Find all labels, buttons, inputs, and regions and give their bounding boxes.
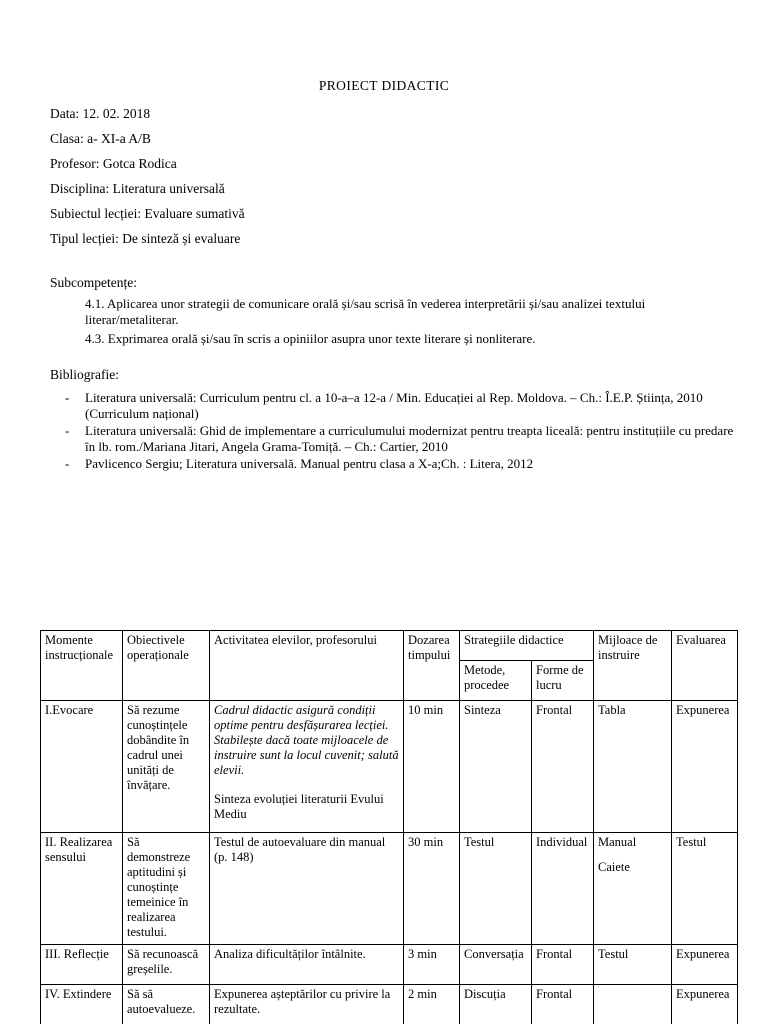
meta-line-clasa: Clasa: a- XI-a A/B xyxy=(50,131,151,146)
col-header-activitate: Activitatea elevilor, profesorului xyxy=(210,630,404,700)
bibliografie-item-text: Pavlicenco Sergiu; Literatura universală. Manual pentru clasa a X-a;Ch. : Litera, 2012 xyxy=(85,456,534,471)
bibliografie-list xyxy=(50,390,738,472)
cell-activitate-text: Sinteza evoluției literaturii Evului Mediu xyxy=(214,791,384,821)
cell-obiective: Să demonstreze aptitudini și cunoștințe temeinice în realizarea testului. xyxy=(123,832,210,944)
page-title: PROIECT DIDACTIC xyxy=(318,78,450,93)
cell-forme: Frontal xyxy=(532,700,594,832)
cell-evaluare: Expunerea xyxy=(672,984,738,1024)
list-bullet: - xyxy=(65,390,70,405)
cell-obiective: Să rezume cunoștințele dobândite în cadrul unei unități de învățare. xyxy=(123,700,210,832)
col-header-dozare: Dozarea timpului xyxy=(404,630,460,700)
cell-metode: Conversația xyxy=(460,944,532,984)
bibliografie-section xyxy=(50,367,738,472)
subcompetente-section xyxy=(50,275,738,347)
col-header-evaluare: Evaluarea xyxy=(672,630,738,700)
bibliografie-item xyxy=(65,456,738,472)
cell-obiective: Să recunoască greșelile. xyxy=(123,944,210,984)
cell-mijloace-line2: Caiete xyxy=(598,859,630,874)
col-header-metode: Metode, procedee xyxy=(460,660,532,700)
cell-mijloace: Tabla xyxy=(594,700,672,832)
lesson-plan-table xyxy=(40,630,738,1024)
cell-dozare: 2 min xyxy=(404,984,460,1024)
cell-forme: Frontal xyxy=(532,944,594,984)
meta-line-tipul: Tipul lecției: De sinteză și evaluare xyxy=(50,231,241,246)
col-header-mijloace: Mijloace de instruire xyxy=(594,630,672,700)
cell-obiective: Să să autoevalueze. xyxy=(123,984,210,1024)
cell-momente: IV. Extindere xyxy=(41,984,123,1024)
bibliografie-item-text: Literatura universală: Ghid de implementare a curriculumului modernizat pentru treapta liceală: pentru instituțiile cu predare în lb. rom./Mariana Jitari, Angela Grama-Tomiță. – Ch.: Cartier, 2010 xyxy=(85,423,734,454)
col-header-forme: Forme de lucru xyxy=(532,660,594,700)
list-bullet: - xyxy=(65,456,70,471)
subcompetente-list xyxy=(50,296,738,347)
bibliografie-heading: Bibliografie: xyxy=(50,367,119,382)
subcompetenta-item: 4.1. Aplicarea unor strategii de comunicare orală și/sau scrisă în vederea interpretării și/sau analizei textului literar/metaliterar. xyxy=(85,296,646,327)
cell-momente: II. Realizarea sensului xyxy=(41,832,123,944)
cell-momente: III. Reflecție xyxy=(41,944,123,984)
meta-line-disciplina: Disciplina: Literatura universală xyxy=(50,181,225,196)
cell-dozare: 30 min xyxy=(404,832,460,944)
cell-forme: Individual xyxy=(532,832,594,944)
meta-line-data: Data: 12. 02. 2018 xyxy=(50,106,151,121)
cell-dozare: 10 min xyxy=(404,700,460,832)
cell-metode: Testul xyxy=(460,832,532,944)
cell-activitate: Analiza dificultăților întâlnite. xyxy=(210,944,404,984)
cell-mijloace xyxy=(594,984,672,1024)
cell-evaluare: Expunerea xyxy=(672,700,738,832)
cell-evaluare: Expunerea xyxy=(672,944,738,984)
cell-momente: I.Evocare xyxy=(41,700,123,832)
col-header-obiective: Obiectivele operaționale xyxy=(123,630,210,700)
bibliografie-item xyxy=(65,423,738,454)
cell-activitate: Testul de autoevaluare din manual (p. 148) xyxy=(210,832,404,944)
cell-metode: Discuția xyxy=(460,984,532,1024)
table-row-realizarea xyxy=(41,832,738,944)
table-row-evocare xyxy=(41,700,738,832)
cell-evaluare: Testul xyxy=(672,832,738,944)
cell-mijloace-line1: Manual xyxy=(598,834,637,849)
bibliografie-item xyxy=(65,390,738,421)
cell-activitate-italic: Cadrul didactic asigură condiții optime pentru desfășurarea lecției. Stabilește dacă toate mijloacele de instruire sunt la locul cuvenit; salută elevii. xyxy=(214,702,399,777)
list-bullet: - xyxy=(65,423,70,438)
cell-activitate xyxy=(210,700,404,832)
cell-dozare: 3 min xyxy=(404,944,460,984)
bibliografie-item-text: Literatura universală: Curriculum pentru cl. a 10-a–a 12-a / Min. Educației al Rep. Moldova. – Ch.: Î.E.P. Știința, 2010 (Curriculum național) xyxy=(85,390,703,421)
cell-mijloace xyxy=(594,832,672,944)
meta-line-profesor: Profesor: Gotca Rodica xyxy=(50,156,177,171)
cell-activitate: Expunerea așteptărilor cu privire la rezultate. xyxy=(210,984,404,1024)
table-header-row xyxy=(41,630,738,660)
subcompetenta-item: 4.3. Exprimarea orală și/sau în scris a opiniilor asupra unor texte literare și nonliterare. xyxy=(85,331,536,346)
meta-line-subiectul: Subiectul lecției: Evaluare sumativă xyxy=(50,206,245,221)
cell-forme: Frontal xyxy=(532,984,594,1024)
table-row-reflectie xyxy=(41,944,738,984)
table-row-extindere xyxy=(41,984,738,1024)
col-header-momente: Momente instrucționale xyxy=(41,630,123,700)
col-header-strategii: Strategiile didactice xyxy=(460,630,594,660)
cell-mijloace: Testul xyxy=(594,944,672,984)
subcompetente-heading: Subcompetențe: xyxy=(50,275,137,290)
meta-section xyxy=(50,106,738,247)
cell-metode: Sinteza xyxy=(460,700,532,832)
